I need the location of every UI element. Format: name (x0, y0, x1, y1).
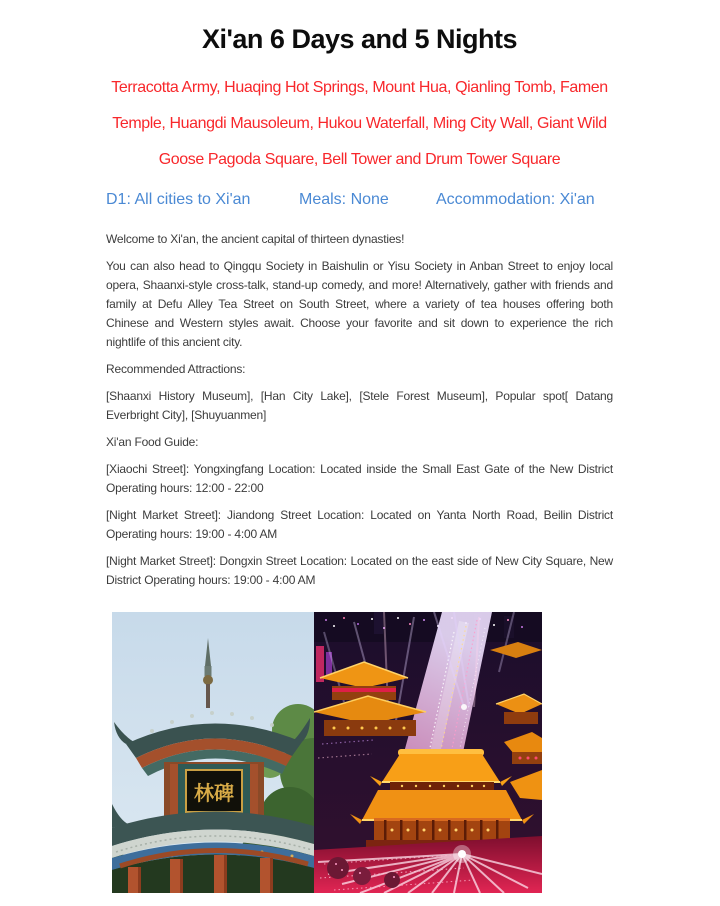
nightlife-paragraph: You can also head to Qingqu Society in Baishulin or Yisu Society in Anban Street to enjoy local opera, Shaanxi-style cross-talk, stand-up comedy, and more! Alternatively, gather with friends and family at Defu Alley Tea Street on South Street, where a variety of tea houses offering both Chinese and Western styles await. Choose your favorite and sit down to experience the rich nightlife of this ancient city. (106, 259, 613, 349)
welcome-paragraph: Welcome to Xi'an, the ancient capital of thirteen dynasties! (106, 232, 405, 246)
tour-highlights: Terracotta Army, Huaqing Hot Springs, Mount Hua, Qianling Tomb, Famen Temple, Huangdi Mausoleum, Hukou Waterfall, Ming City Wall, Giant Wild Goose Pagoda Square, Bell Tower and Drum Tower Square (111, 79, 608, 168)
stele-forest-illustration (112, 612, 314, 893)
food-street-xiaochi: [Xiaochi Street]: Yongxingfang Location: Located inside the Small East Gate of the New District Operating hours: 12:00 - 22:00 (106, 462, 613, 495)
food-street-jiandong: [Night Market Street]: Jiandong Street Location: Located on Yanta North Road, Beilin District Operating hours: 19:00 - 4:00 AM (106, 508, 613, 541)
day-header (106, 191, 613, 213)
food-guide-heading: Xi'an Food Guide: (106, 435, 199, 449)
stele-forest-photo (112, 612, 314, 893)
photo-row (112, 612, 613, 893)
food-street-dongxin: [Night Market Street]: Dongxin Street Location: Located on the east side of New City Square, New District Operating hours: 19:00 - 4:00 AM (106, 554, 613, 587)
attractions-list: [Shaanxi History Museum], [Han City Lake], [Stele Forest Museum], Popular spot[ Datang Everbright City], [Shuyuanmen] (106, 389, 613, 422)
night-market-photo (314, 612, 542, 893)
page-title: Xi'an 6 Days and 5 Nights (201, 24, 518, 54)
accommodation-label: Accommodation: Xi'an (436, 191, 595, 208)
pavilion-body (164, 762, 264, 818)
body-text (106, 230, 613, 590)
meals-label: Meals: None (299, 191, 389, 208)
plaque (186, 770, 242, 812)
night-market-illustration (314, 612, 542, 893)
attractions-heading: Recommended Attractions: (106, 362, 246, 376)
plaque-text: 林碑 (194, 783, 234, 805)
document-page (0, 22, 720, 906)
day-label: D1: All cities to Xi'an (106, 191, 251, 208)
